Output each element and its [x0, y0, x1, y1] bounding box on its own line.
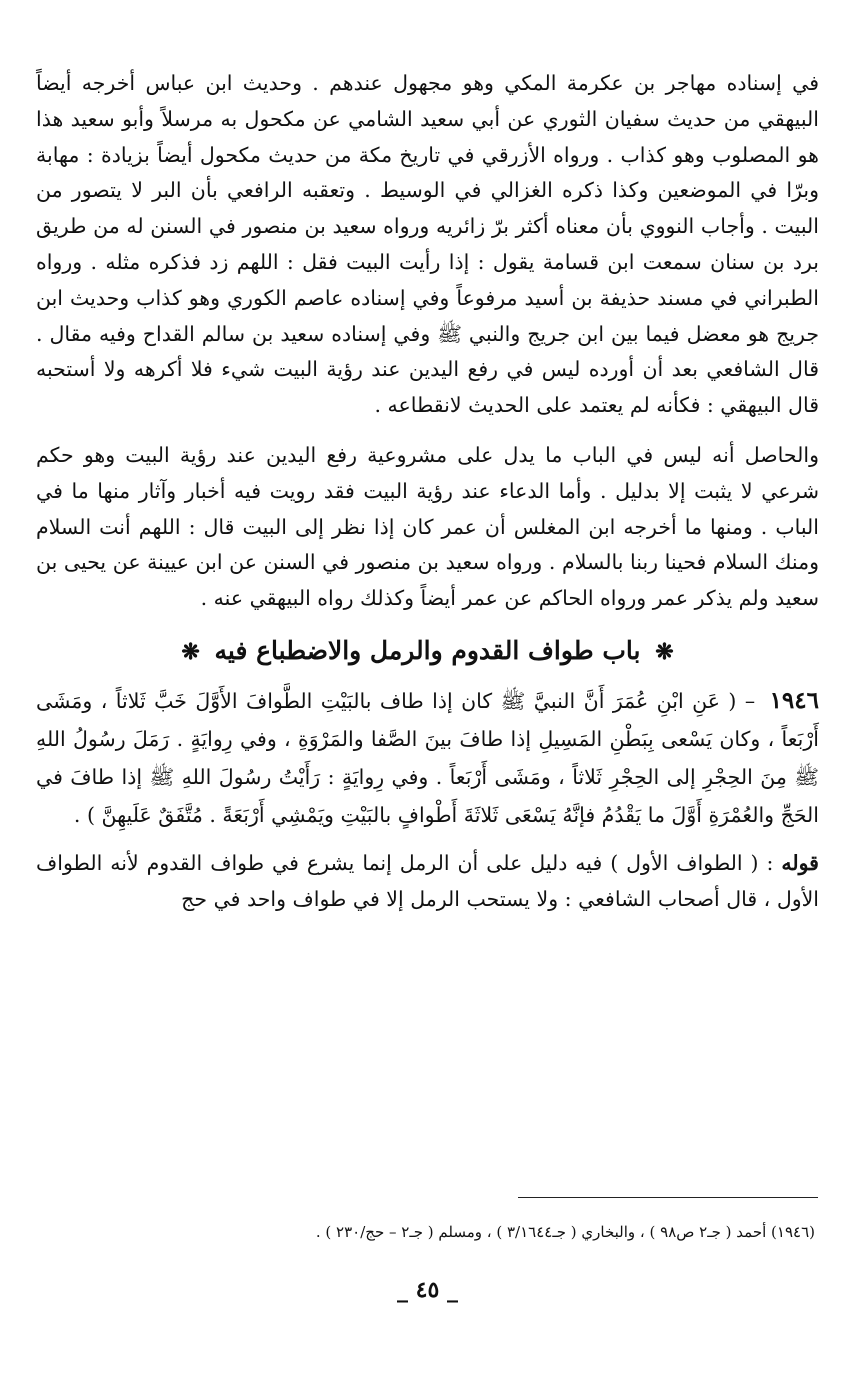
ornament-star-icon: ❋	[655, 638, 674, 665]
commentary-body: : ( الطواف الأول ) فيه دليل على أن الرمل إنما يشرع في طواف القدوم لأنه الطواف الأول ، قال أصحاب الشافعي : ولا يستحب الرمل إلا في طواف واحد في حج	[36, 850, 819, 911]
footnote: (١٩٤٦) أحمد ( جـ٢ ص٩٨ ) ، والبخاري ( جـ٣/١٦٤٤ ) ، ومسلم ( جـ٢ – حج/٢٣٠ ) .	[315, 1223, 815, 1241]
ornament-star-icon: ❋	[181, 638, 200, 665]
commentary-keyword: قوله	[781, 850, 819, 875]
commentary	[36, 846, 819, 918]
hadith-text	[36, 682, 819, 834]
chapter-heading	[36, 629, 819, 674]
page-body	[36, 66, 819, 918]
paragraph-2: والحاصل أنه ليس في الباب ما يدل على مشروعية رفع اليدين عند رؤية البيت وهو حكم شرعي لا يثبت إلا بدليل . وأما الدعاء عند رؤية البيت فقد رويت فيه أخبار وآثار منها ما في الباب . ومنها ما أخرجه ابن المغلس أن عمر كان إذا نظر إلى البيت قال : اللهم أنت السلام ومنك السلام فحينا ربنا بالسلام . ورواه سعيد بن منصور في السنن عن ابن عيينة عن يحيى بن سعيد ولم يذكر عمر ورواه الحاكم عن عمر أيضاً وكذلك رواه البيهقي عنه .	[36, 442, 819, 611]
page-number: _ ٤٥ _	[397, 1277, 458, 1303]
hadith-number: ١٩٤٦	[769, 686, 819, 714]
footnote-divider	[518, 1197, 818, 1198]
hadith-body: – ( عَنِ ابْنِ عُمَرَ أَنَّ النبيَّ ﷺ كان إذا طاف بالبَيْتِ الطَّوافَ الأَوَّلَ خَبَّ ثَلاثاً ، ومَشَى أَرْبَعاً ، وكان يَسْعى بِبَطْنِ المَسِيلِ إذا طافَ بينَ الصَّفا والمَرْوَةِ ، وفي رِوايَةٍ . رَمَلَ رسُولُ اللهِ ﷺ مِنَ الحِجْرِ إلى الحِجْرِ ثَلاثاً ، ومَشَى أَرْبَعاً . وفي رِوايَةٍ : رَأَيْتُ رسُولَ اللهِ ﷺ إذا طافَ في الحَجِّ والعُمْرَةِ أَوَّلَ ما يَقْدُمُ فإنَّهُ يَسْعَى ثَلاثَةَ أَطْوافٍ بالبَيْتِ ويَمْشِي أَرْبَعَةً . مُتَّفَقٌ عَلَيهِنَّ ) .	[36, 688, 819, 827]
paragraph-1: في إسناده مهاجر بن عكرمة المكي وهو مجهول عندهم . وحديث ابن عباس أخرجه أيضاً البيهقي من حديث سفيان الثوري عن أبي سعيد الشامي عن مكحول به مرسلاً وأبو سعيد هذا هو المصلوب وهو كذاب . ورواه الأزرقي في تاريخ مكة من حديث مكحول أيضاً بزيادة : مهابة وبرّا في الموضعين وكذا ذكره الغزالي في الوسيط . وتعقبه الرافعي بأن البر لا يتصور من البيت . وأجاب النووي بأن معناه أكثر برّ زائريه ورواه سعيد بن منصور في السنن له من طريق برد بن سنان سمعت ابن قسامة يقول : إذا رأيت البيت فقل : اللهم زد فذكره مثله . ورواه الطبراني في مسند حذيفة بن أسيد مرفوعاً وفي إسناده عاصم الكوري وهو كذاب وحديث ابن جريج هو معضل فيما بين ابن جريج والنبي ﷺ وفي إسناده سعيد بن سالم القداح وفيه مقال . قال الشافعي بعد أن أورده ليس في رفع اليدين عند رؤية البيت شيء فلا أكرهه ولا أستحبه قال البيهقي : فكأنه لم يعتمد على الحديث لانقطاعه .	[36, 71, 819, 418]
chapter-heading-text: باب طواف القدوم والرمل والاضطباع فيه	[214, 635, 641, 665]
